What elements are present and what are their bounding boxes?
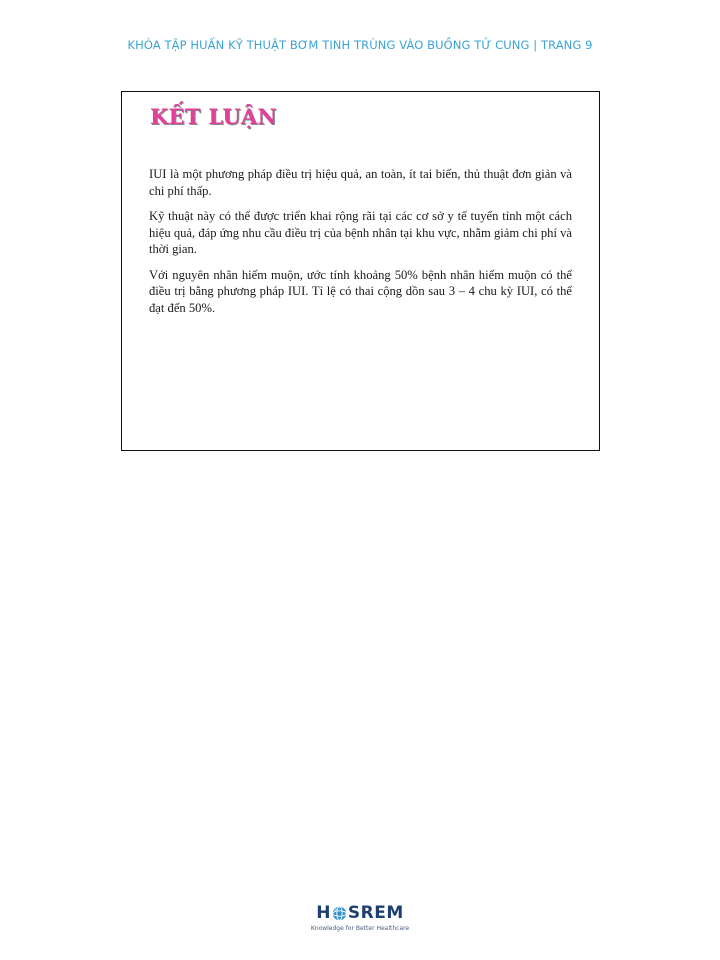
hosrem-logo [0, 902, 720, 932]
slide-frame [121, 91, 600, 451]
logo-tagline: Knowledge for Better Healthcare [310, 925, 410, 932]
globe-icon [332, 906, 347, 921]
paragraph-2: Kỹ thuật này có thể được triển khai rộng rãi tại các cơ sở y tế tuyến tỉnh một cách hiệu quả, đáp ứng nhu cầu điều trị của bệnh nhân tại khu vực, nhằm giảm chi phí và thời gian. [149, 209, 572, 256]
paragraph-3: Với nguyên nhân hiếm muộn, ước tính khoảng 50% bệnh nhân hiếm muộn có thể điều trị bằng phương pháp IUI. Tỉ lệ có thai cộng dồn sau 3 – 4 chu kỳ IUI, có thể đạt đến 50%. [149, 267, 572, 315]
logo-wordmark [316, 902, 404, 924]
running-header: KHÓA TẬP HUẤN KỸ THUẬT BƠM TINH TRÙNG VÀO BUỒNG TỬ CUNG | TRANG 9 [127, 38, 593, 52]
paragraph-1: IUI là một phương pháp điều trị hiệu quả, an toàn, ít tai biến, thủ thuật đơn giản và chi phí thấp. [149, 167, 572, 198]
logo-letter-h: H [316, 903, 331, 923]
slide-body [149, 166, 572, 325]
slide-title: KẾT LUẬN [150, 104, 278, 129]
logo-letters-srem: SREM [347, 903, 404, 923]
